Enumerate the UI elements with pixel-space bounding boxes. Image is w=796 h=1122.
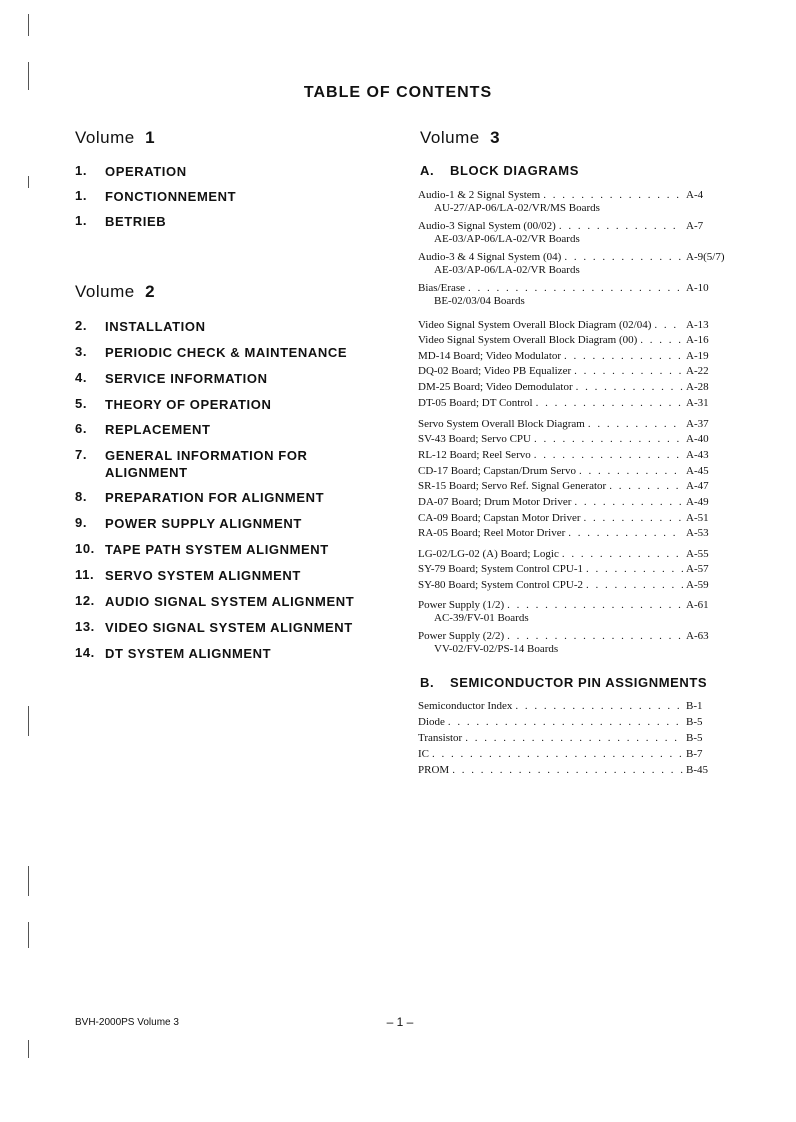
toc-entry <box>418 350 730 363</box>
toc-item <box>75 421 211 438</box>
toc-entry <box>418 548 730 561</box>
entry-page: A-59 <box>686 579 709 591</box>
toc-item-number: 1. <box>75 163 88 178</box>
leader-dots <box>564 350 683 363</box>
entry-page: B-5 <box>686 732 703 744</box>
leader-dots <box>432 748 683 761</box>
toc-item <box>75 567 301 584</box>
leader-dots <box>564 251 683 264</box>
entry-page: A-57 <box>686 563 709 575</box>
toc-entry <box>418 630 730 656</box>
volume-2-number: 2 <box>145 282 156 301</box>
toc-item-number: 10. <box>75 541 95 556</box>
toc-item-text: THEORY OF OPERATION <box>105 397 272 412</box>
entry-page: A-4 <box>686 189 704 201</box>
leader-dots <box>534 449 683 462</box>
entry-label: RA-05 Board; Reel Motor Driver <box>418 527 566 539</box>
section-a-number: A. <box>420 163 435 178</box>
entry-page: A-28 <box>686 381 709 393</box>
volume-1-number: 1 <box>145 128 156 147</box>
toc-entry <box>418 496 730 509</box>
leader-dots <box>534 433 683 446</box>
leader-dots <box>507 630 683 643</box>
toc-item-number: 1. <box>75 213 88 228</box>
leader-dots <box>543 189 683 202</box>
leader-dots <box>609 480 683 493</box>
leader-dots <box>468 282 683 295</box>
entry-label: Audio-3 Signal System (00/02) <box>418 220 556 232</box>
toc-item <box>75 619 353 636</box>
leader-dots <box>576 381 683 394</box>
toc-entry <box>418 397 730 410</box>
toc-entry <box>418 334 730 347</box>
toc-item-number: 4. <box>75 370 88 385</box>
toc-entry <box>418 480 730 493</box>
entry-page: A-16 <box>686 334 709 346</box>
toc-entry <box>418 433 730 446</box>
entry-label: SV-43 Board; Servo CPU <box>418 433 531 445</box>
entry-page: A-19 <box>686 350 709 362</box>
entry-page: B-45 <box>686 764 708 776</box>
page-title: TABLE OF CONTENTS <box>303 84 493 101</box>
entry-label: Diode <box>418 716 445 728</box>
toc-item-number: 2. <box>75 318 88 333</box>
entry-label: Bias/Erase <box>418 282 466 294</box>
toc-entry <box>418 220 730 246</box>
entry-label: CD-17 Board; Capstan/Drum Servo <box>418 465 576 477</box>
entry-label: IC <box>418 748 429 760</box>
leader-dots <box>586 563 683 576</box>
section-b-heading <box>420 675 707 690</box>
leader-dots <box>465 732 683 745</box>
toc-item <box>75 163 187 180</box>
toc-item <box>75 515 302 532</box>
entry-label: DQ-02 Board; Video PB Equalizer <box>418 365 572 377</box>
entry-label: Video Signal System Overall Block Diagram (02/04) <box>418 319 652 331</box>
toc-item-number: 13. <box>75 619 95 634</box>
entry-label: Power Supply (1/2) <box>418 599 505 611</box>
entry-label: Transistor <box>418 732 463 744</box>
leader-dots <box>507 599 683 612</box>
entry-page: A-37 <box>686 418 709 430</box>
leader-dots <box>448 716 683 729</box>
scan-margin-mark <box>28 922 29 948</box>
toc-entry <box>418 512 730 525</box>
entry-label: Audio-3 & 4 Signal System (04) <box>418 251 562 263</box>
entry-label: Video Signal System Overall Block Diagram (00) <box>418 334 638 346</box>
entry-label: RL-12 Board; Reel Servo <box>418 449 531 461</box>
entry-sub: AE-03/AP-06/LA-02/VR Boards <box>434 233 580 245</box>
toc-entry <box>418 563 730 576</box>
entry-page: A-13 <box>686 319 709 331</box>
page-number: – 1 – <box>386 1015 414 1029</box>
leader-dots <box>588 418 683 431</box>
toc-item-text: OPERATION <box>105 164 187 179</box>
leader-dots <box>574 365 683 378</box>
entry-sub: AC-39/FV-01 Boards <box>434 612 529 624</box>
toc-entry <box>418 748 730 761</box>
toc-item-number: 5. <box>75 396 88 411</box>
toc-item-number: 14. <box>75 645 95 660</box>
leader-dots <box>536 397 683 410</box>
toc-item-text: FONCTIONNEMENT <box>105 189 237 204</box>
leader-dots <box>452 764 683 777</box>
volume-1-heading <box>75 128 155 148</box>
entry-label: LG-02/LG-02 (A) Board; Logic <box>418 548 559 560</box>
toc-item-number: 9. <box>75 515 88 530</box>
section-b-number: B. <box>420 675 435 690</box>
toc-entry <box>418 282 730 308</box>
volume-2-label: Volume <box>75 282 135 301</box>
toc-item-text: GENERAL INFORMATION FOR <box>105 448 308 463</box>
toc-entry <box>418 381 730 394</box>
entry-page: A-31 <box>686 397 709 409</box>
toc-item-number: 6. <box>75 421 88 436</box>
toc-item-text: SERVO SYSTEM ALIGNMENT <box>105 568 301 583</box>
toc-entry <box>418 716 730 729</box>
toc-entry <box>418 449 730 462</box>
toc-item <box>75 344 347 361</box>
scan-margin-mark <box>28 1040 29 1058</box>
entry-label: SY-79 Board; System Control CPU-1 <box>418 563 584 575</box>
entry-label: CA-09 Board; Capstan Motor Driver <box>418 512 581 524</box>
volume-3-heading <box>420 128 500 148</box>
entry-label: Servo System Overall Block Diagram <box>418 418 585 430</box>
toc-item-number: 11. <box>75 567 95 582</box>
entry-page: A-22 <box>686 365 709 377</box>
toc-entry <box>418 599 730 625</box>
entry-page: A-55 <box>686 548 709 560</box>
leader-dots <box>562 548 683 561</box>
entry-page: A-10 <box>686 282 709 294</box>
volume-3-number: 3 <box>490 128 501 147</box>
toc-item <box>75 593 354 610</box>
entry-label: DA-07 Board; Drum Motor Driver <box>418 496 572 508</box>
volume-2-heading <box>75 282 155 302</box>
footer-document-id: BVH-2000PS Volume 3 <box>75 1017 179 1028</box>
entry-label: Power Supply (2/2) <box>418 630 505 642</box>
toc-item-text: SERVICE INFORMATION <box>105 371 268 386</box>
entry-page: A-45 <box>686 465 709 477</box>
toc-item-text: TAPE PATH SYSTEM ALIGNMENT <box>105 542 329 557</box>
entry-label: DT-05 Board; DT Control <box>418 397 533 409</box>
toc-item <box>75 188 236 205</box>
scan-margin-mark <box>28 706 29 736</box>
entry-label: MD-14 Board; Video Modulator <box>418 350 562 362</box>
toc-entry <box>418 365 730 378</box>
entry-label: SY-80 Board; System Control CPU-2 <box>418 579 584 591</box>
toc-item-text-multiline <box>105 447 308 481</box>
toc-item-text: BETRIEB <box>105 214 167 229</box>
entry-page: B-1 <box>686 700 703 712</box>
toc-entry <box>418 579 730 592</box>
entry-sub: AE-03/AP-06/LA-02/VR Boards <box>434 264 580 276</box>
entry-label: Audio-1 & 2 Signal System <box>418 189 541 201</box>
entry-page: A-63 <box>686 630 709 642</box>
entry-page: A-49 <box>686 496 709 508</box>
toc-item-number: 3. <box>75 344 88 359</box>
entry-page: A-9(5/7) <box>686 251 725 263</box>
toc-item <box>75 489 324 506</box>
leader-dots <box>515 700 683 713</box>
toc-entry <box>418 732 730 745</box>
leader-dots <box>568 527 683 540</box>
toc-item-number: 8. <box>75 489 88 504</box>
scan-margin-mark <box>28 14 29 36</box>
toc-entry <box>418 465 730 478</box>
toc-item-number: 7. <box>75 447 88 462</box>
toc-item <box>75 318 206 335</box>
scan-margin-mark <box>28 866 29 896</box>
section-a-heading <box>420 163 579 178</box>
entry-sub: AU-27/AP-06/LA-02/VR/MS Boards <box>434 202 600 214</box>
entry-label: PROM <box>418 764 450 776</box>
toc-item-text: REPLACEMENT <box>105 422 211 437</box>
toc-entry <box>418 189 730 215</box>
toc-item-number: 12. <box>75 593 95 608</box>
toc-item-text: INSTALLATION <box>105 319 206 334</box>
entry-page: A-40 <box>686 433 709 445</box>
entry-page: A-43 <box>686 449 709 461</box>
toc-item <box>75 447 308 481</box>
toc-item <box>75 396 271 413</box>
leader-dots <box>654 319 683 332</box>
toc-item-text: DT SYSTEM ALIGNMENT <box>105 646 272 661</box>
leader-dots <box>579 465 683 478</box>
entry-sub: BE-02/03/04 Boards <box>434 295 525 307</box>
entry-label: Semiconductor Index <box>418 700 513 712</box>
entry-page: A-53 <box>686 527 709 539</box>
toc-item <box>75 645 271 662</box>
entry-page: B-7 <box>686 748 703 760</box>
volume-1-label: Volume <box>75 128 135 147</box>
toc-entry <box>418 764 730 777</box>
toc-item <box>75 541 329 558</box>
entry-page: A-7 <box>686 220 704 232</box>
entry-sub: VV-02/FV-02/PS-14 Boards <box>434 643 559 655</box>
section-b-title: SEMICONDUCTOR PIN ASSIGNMENTS <box>450 675 708 690</box>
entry-label: DM-25 Board; Video Demodulator <box>418 381 573 393</box>
entry-page: A-51 <box>686 512 709 524</box>
leader-dots <box>559 220 683 233</box>
toc-item-text: PERIODIC CHECK & MAINTENANCE <box>105 345 348 360</box>
leader-dots <box>574 496 683 509</box>
entry-page: A-61 <box>686 599 709 611</box>
scan-margin-mark <box>28 176 29 188</box>
leader-dots <box>640 334 683 347</box>
toc-item-text: VIDEO SIGNAL SYSTEM ALIGNMENT <box>105 620 353 635</box>
toc-item-text-line2: ALIGNMENT <box>105 465 188 480</box>
section-a-title: BLOCK DIAGRAMS <box>450 163 580 178</box>
entry-page: B-5 <box>686 716 703 728</box>
toc-entry <box>418 319 730 332</box>
toc-item-text: POWER SUPPLY ALIGNMENT <box>105 516 302 531</box>
leader-dots <box>584 512 683 525</box>
toc-item <box>75 370 268 387</box>
toc-entry <box>418 418 730 431</box>
toc-item <box>75 213 166 230</box>
entry-label: SR-15 Board; Servo Ref. Signal Generator <box>418 480 607 492</box>
toc-entry <box>418 527 730 540</box>
toc-entry <box>418 251 730 277</box>
toc-item-text: PREPARATION FOR ALIGNMENT <box>105 490 325 505</box>
entry-page: A-47 <box>686 480 709 492</box>
toc-item-number: 1. <box>75 188 88 203</box>
toc-item-text: AUDIO SIGNAL SYSTEM ALIGNMENT <box>105 594 355 609</box>
volume-3-label: Volume <box>420 128 480 147</box>
toc-entry <box>418 700 730 713</box>
leader-dots <box>586 579 683 592</box>
